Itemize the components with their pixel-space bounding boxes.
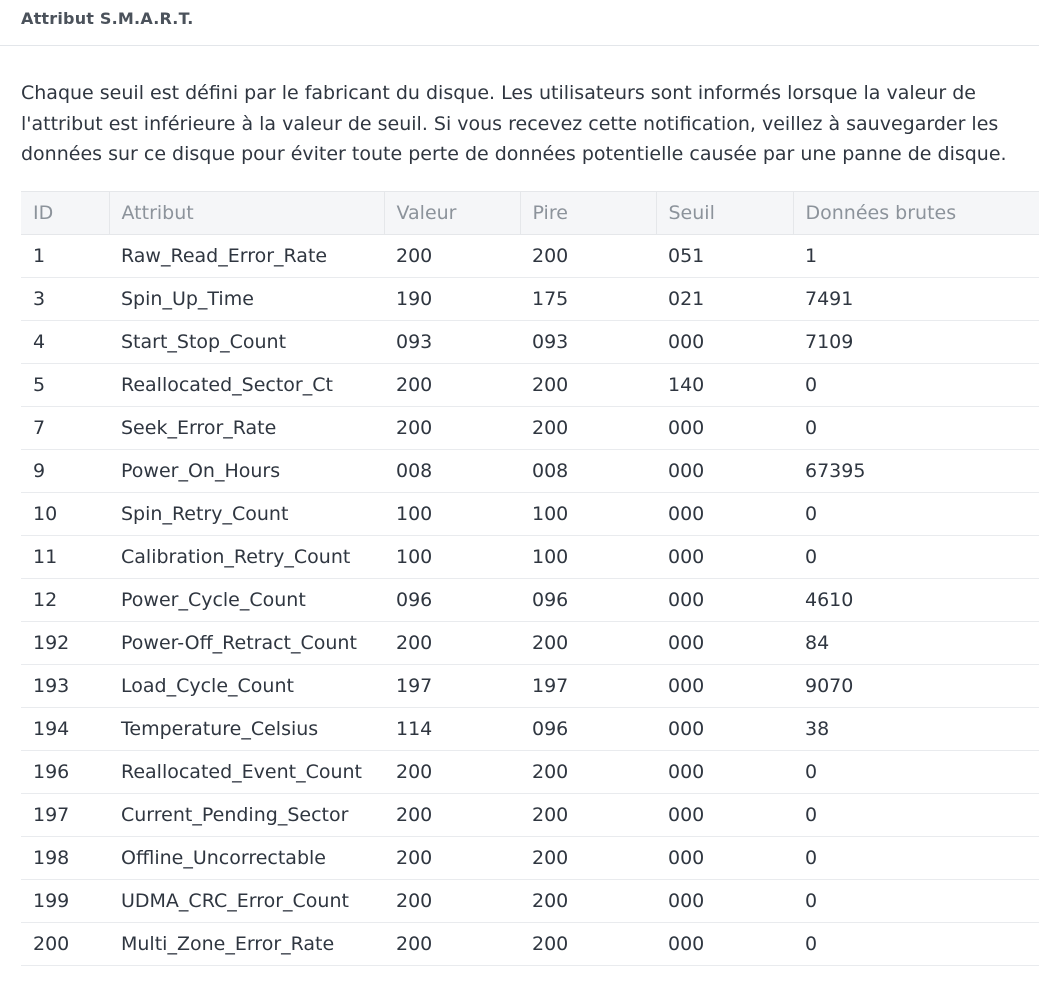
column-header-valeur[interactable]: Valeur [384,192,520,235]
cell-valeur: 200 [384,794,520,837]
cell-attribut: Calibration_Retry_Count [109,536,384,579]
cell-id: 3 [21,278,109,321]
cell-attribut: Offline_Uncorrectable [109,837,384,880]
description-text: Chaque seuil est défini par le fabricant du disque. Les utilisateurs sont informés lorsque la valeur de l'attribut est inférieure à la valeur de seuil. Si vous recevez cette notification, veillez à sauvegarder les données sur ce disque pour éviter toute perte de données potentielle causée par une panne de disque. [21,82,1007,165]
cell-donnees-brutes: 9070 [793,665,1039,708]
cell-attribut: Multi_Zone_Error_Rate [109,923,384,966]
cell-donnees-brutes: 0 [793,407,1039,450]
cell-seuil: 000 [656,493,793,536]
cell-valeur: 093 [384,321,520,364]
cell-pire: 200 [520,364,656,407]
cell-attribut: Load_Cycle_Count [109,665,384,708]
cell-attribut: Raw_Read_Error_Rate [109,235,384,278]
table-row[interactable] [21,751,1039,794]
cell-donnees-brutes: 0 [793,751,1039,794]
cell-id: 194 [21,708,109,751]
cell-valeur: 200 [384,622,520,665]
cell-valeur: 190 [384,278,520,321]
cell-valeur: 200 [384,751,520,794]
cell-donnees-brutes: 0 [793,923,1039,966]
cell-valeur: 200 [384,235,520,278]
cell-pire: 200 [520,407,656,450]
table-row[interactable] [21,321,1039,364]
cell-seuil: 000 [656,407,793,450]
cell-attribut: Spin_Retry_Count [109,493,384,536]
cell-donnees-brutes: 0 [793,364,1039,407]
table-row[interactable] [21,407,1039,450]
cell-donnees-brutes: 38 [793,708,1039,751]
cell-attribut: Power_On_Hours [109,450,384,493]
cell-pire: 100 [520,493,656,536]
cell-pire: 096 [520,708,656,751]
table-row[interactable] [21,880,1039,923]
cell-valeur: 200 [384,364,520,407]
cell-id: 12 [21,579,109,622]
table-row[interactable] [21,364,1039,407]
cell-valeur: 008 [384,450,520,493]
cell-id: 193 [21,665,109,708]
cell-seuil: 000 [656,665,793,708]
cell-seuil: 000 [656,536,793,579]
cell-pire: 100 [520,536,656,579]
dialog-title: Attribut S.M.A.R.T. [21,9,194,28]
column-header-donnees-brutes[interactable]: Données brutes [793,192,1039,235]
cell-valeur: 100 [384,493,520,536]
cell-id: 192 [21,622,109,665]
cell-id: 4 [21,321,109,364]
cell-donnees-brutes: 7109 [793,321,1039,364]
cell-seuil: 000 [656,579,793,622]
cell-valeur: 197 [384,665,520,708]
cell-attribut: Temperature_Celsius [109,708,384,751]
table-body [21,235,1039,966]
cell-valeur: 200 [384,923,520,966]
cell-seuil: 051 [656,235,793,278]
cell-id: 9 [21,450,109,493]
cell-id: 200 [21,923,109,966]
cell-attribut: Reallocated_Sector_Ct [109,364,384,407]
cell-donnees-brutes: 0 [793,536,1039,579]
cell-donnees-brutes: 0 [793,837,1039,880]
cell-pire: 200 [520,923,656,966]
cell-pire: 200 [520,837,656,880]
cell-seuil: 000 [656,880,793,923]
cell-id: 7 [21,407,109,450]
table-row[interactable] [21,665,1039,708]
cell-seuil: 000 [656,321,793,364]
cell-donnees-brutes: 4610 [793,579,1039,622]
cell-pire: 200 [520,751,656,794]
cell-seuil: 000 [656,837,793,880]
cell-attribut: Reallocated_Event_Count [109,751,384,794]
table-row[interactable] [21,708,1039,751]
cell-donnees-brutes: 0 [793,794,1039,837]
cell-valeur: 200 [384,880,520,923]
cell-donnees-brutes: 0 [793,493,1039,536]
table-row[interactable] [21,794,1039,837]
column-header-seuil[interactable]: Seuil [656,192,793,235]
cell-valeur: 114 [384,708,520,751]
table-row[interactable] [21,450,1039,493]
cell-seuil: 000 [656,708,793,751]
cell-id: 5 [21,364,109,407]
table-row[interactable] [21,493,1039,536]
smart-attributes-table-container[interactable] [21,191,1039,966]
table-row[interactable] [21,837,1039,880]
cell-attribut: Power_Cycle_Count [109,579,384,622]
cell-seuil: 000 [656,794,793,837]
table-row[interactable] [21,622,1039,665]
cell-pire: 008 [520,450,656,493]
cell-id: 198 [21,837,109,880]
cell-pire: 093 [520,321,656,364]
cell-valeur: 200 [384,837,520,880]
cell-seuil: 000 [656,751,793,794]
table-header-row [21,192,1039,235]
table-row[interactable] [21,536,1039,579]
cell-id: 197 [21,794,109,837]
cell-attribut: Current_Pending_Sector [109,794,384,837]
cell-donnees-brutes: 84 [793,622,1039,665]
table-row[interactable] [21,579,1039,622]
cell-attribut: Seek_Error_Rate [109,407,384,450]
cell-pire: 200 [520,235,656,278]
cell-seuil: 000 [656,450,793,493]
cell-valeur: 096 [384,579,520,622]
cell-pire: 200 [520,880,656,923]
cell-id: 196 [21,751,109,794]
table-row[interactable] [21,235,1039,278]
cell-valeur: 100 [384,536,520,579]
table-row[interactable] [21,278,1039,321]
cell-id: 10 [21,493,109,536]
cell-pire: 200 [520,794,656,837]
cell-pire: 096 [520,579,656,622]
cell-seuil: 140 [656,364,793,407]
smart-attributes-table [21,191,1039,966]
cell-seuil: 000 [656,923,793,966]
cell-pire: 200 [520,622,656,665]
cell-pire: 175 [520,278,656,321]
cell-seuil: 000 [656,622,793,665]
cell-attribut: Power-Off_Retract_Count [109,622,384,665]
cell-id: 199 [21,880,109,923]
cell-attribut: Spin_Up_Time [109,278,384,321]
cell-valeur: 200 [384,407,520,450]
column-header-pire[interactable]: Pire [520,192,656,235]
cell-attribut: Start_Stop_Count [109,321,384,364]
column-header-attribut[interactable]: Attribut [109,192,384,235]
cell-donnees-brutes: 67395 [793,450,1039,493]
cell-donnees-brutes: 7491 [793,278,1039,321]
dialog-header [0,0,1039,46]
cell-attribut: UDMA_CRC_Error_Count [109,880,384,923]
cell-pire: 197 [520,665,656,708]
table-row[interactable] [21,923,1039,966]
cell-donnees-brutes: 0 [793,880,1039,923]
cell-seuil: 021 [656,278,793,321]
cell-donnees-brutes: 1 [793,235,1039,278]
cell-id: 1 [21,235,109,278]
column-header-id[interactable]: ID [21,192,109,235]
cell-id: 11 [21,536,109,579]
